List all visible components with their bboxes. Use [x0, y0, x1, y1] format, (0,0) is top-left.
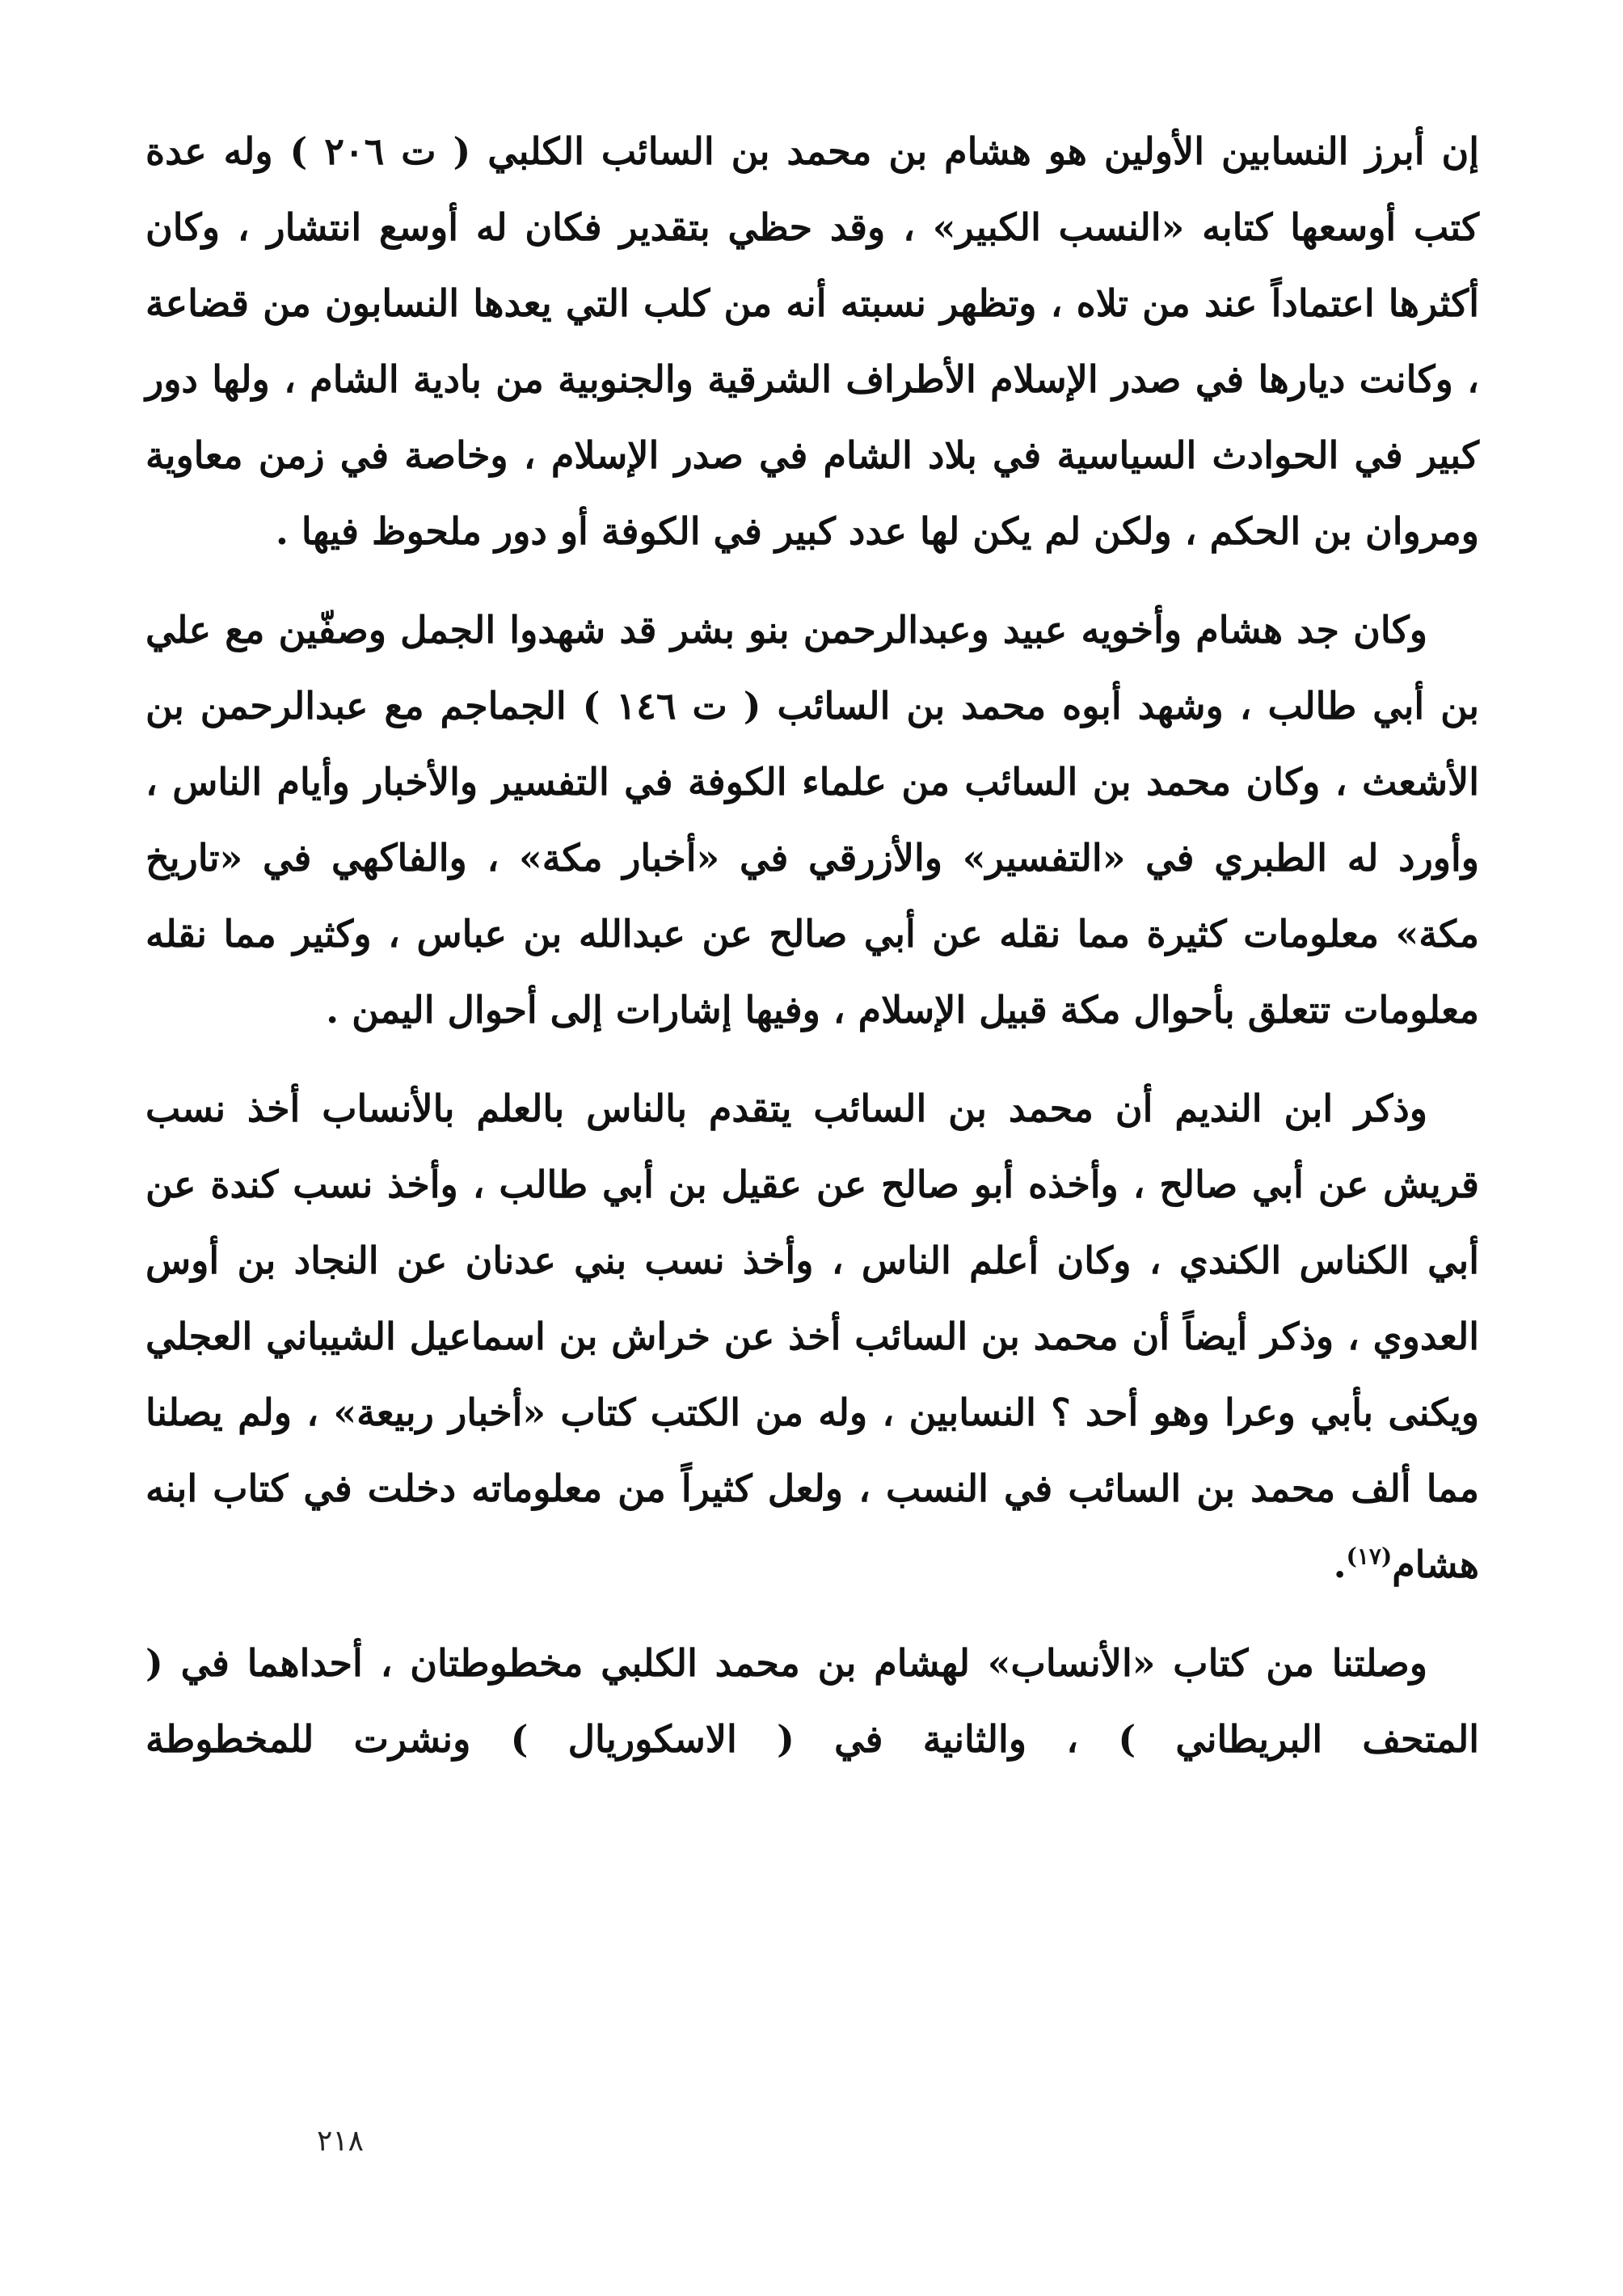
- paragraph-2: [145, 592, 1479, 1048]
- paragraph-2-text: وكان جد هشام وأخويه عبيد وعبدالرحمن بنو بشر قد شهدوا الجمل وصفّين مع علي بن أبي طالب ، وشهد أبوه محمد بن السائب ( ت ١٤٦ ) الجماجم مع عبدالرحمن بن الأشعث ، وكان محمد بن السائب من علماء الكوفة في التفسير والأخبار وأيام الناس ، وأورد له الطبري في «التفسير» والأزرقي في «أخبار مكة» ، والفاكهي في «تاريخ مكة» معلومات كثيرة مما نقله عن أبي صالح عن عبدالله بن عباس ، وكثير مما نقله معلومات تتعلق بأحوال مكة قبيل الإسلام ، وفيها إشارات إلى أحوال اليمن .: [145, 608, 1480, 1032]
- paragraph-3: [145, 1070, 1479, 1602]
- page-number: ٢١٨: [317, 2125, 365, 2158]
- body-text: [145, 113, 1479, 1800]
- paragraph-4: [145, 1625, 1479, 1777]
- paragraph-3-tail: .: [1333, 1543, 1347, 1586]
- footnote-reference-17: (١٧): [1346, 1543, 1393, 1570]
- paragraph-1: [145, 113, 1479, 569]
- paragraph-3-text: وذكر ابن النديم أن محمد بن السائب يتقدم بالناس بالعلم بالأنساب أخذ نسب قريش عن أبي صالح ، وأخذه أبو صالح عن عقيل بن أبي طالب ، وأخذ نسب كندة عن أبي الكناس الكندي ، وكان أعلم الناس ، وأخذ نسب بني عدنان عن النجاد بن أوس العدوي ، وذكر أيضاً أن محمد بن السائب أخذ عن خراش بن اسماعيل الشيباني العجلي ويكنى بأبي وعرا وهو أحد ؟ النسابين ، وله من الكتب كتاب «أخبار ربيعة» ، ولم يصلنا مما ألف محمد بن السائب في النسب ، ولعل كثيراً من معلوماته دخلت في كتاب ابنه هشام: [145, 1087, 1479, 1586]
- paragraph-4-text: وصلتنا من كتاب «الأنساب» لهشام بن محمد الكلبي مخطوطتان ، أحداهما في ( المتحف البريطاني ) ، والثانية في ( الاسكوريال ) ونشرت للمخطوطة: [145, 1641, 1479, 1761]
- paragraph-1-text: إن أبرز النسابين الأولين هو هشام بن محمد بن السائب الكلبي ( ت ٢٠٦ ) وله عدة كتب أوسعها كتابه «النسب الكبير» ، وقد حظي بتقدير فكان له أوسع انتشار ، وكان أكثرها اعتماداً عند من تلاه ، وتظهر نسبته أنه من كلب التي يعدها النسابون من قضاعة ، وكانت ديارها في صدر الإسلام الأطراف الشرقية والجنوبية من بادية الشام ، ولها دور كبير في الحوادث السياسية في بلاد الشام في صدر الإسلام ، وخاصة في زمن معاوية ومروان بن الحكم ، ولكن لم يكن لها عدد كبير في الكوفة أو دور ملحوظ فيها .: [145, 129, 1479, 553]
